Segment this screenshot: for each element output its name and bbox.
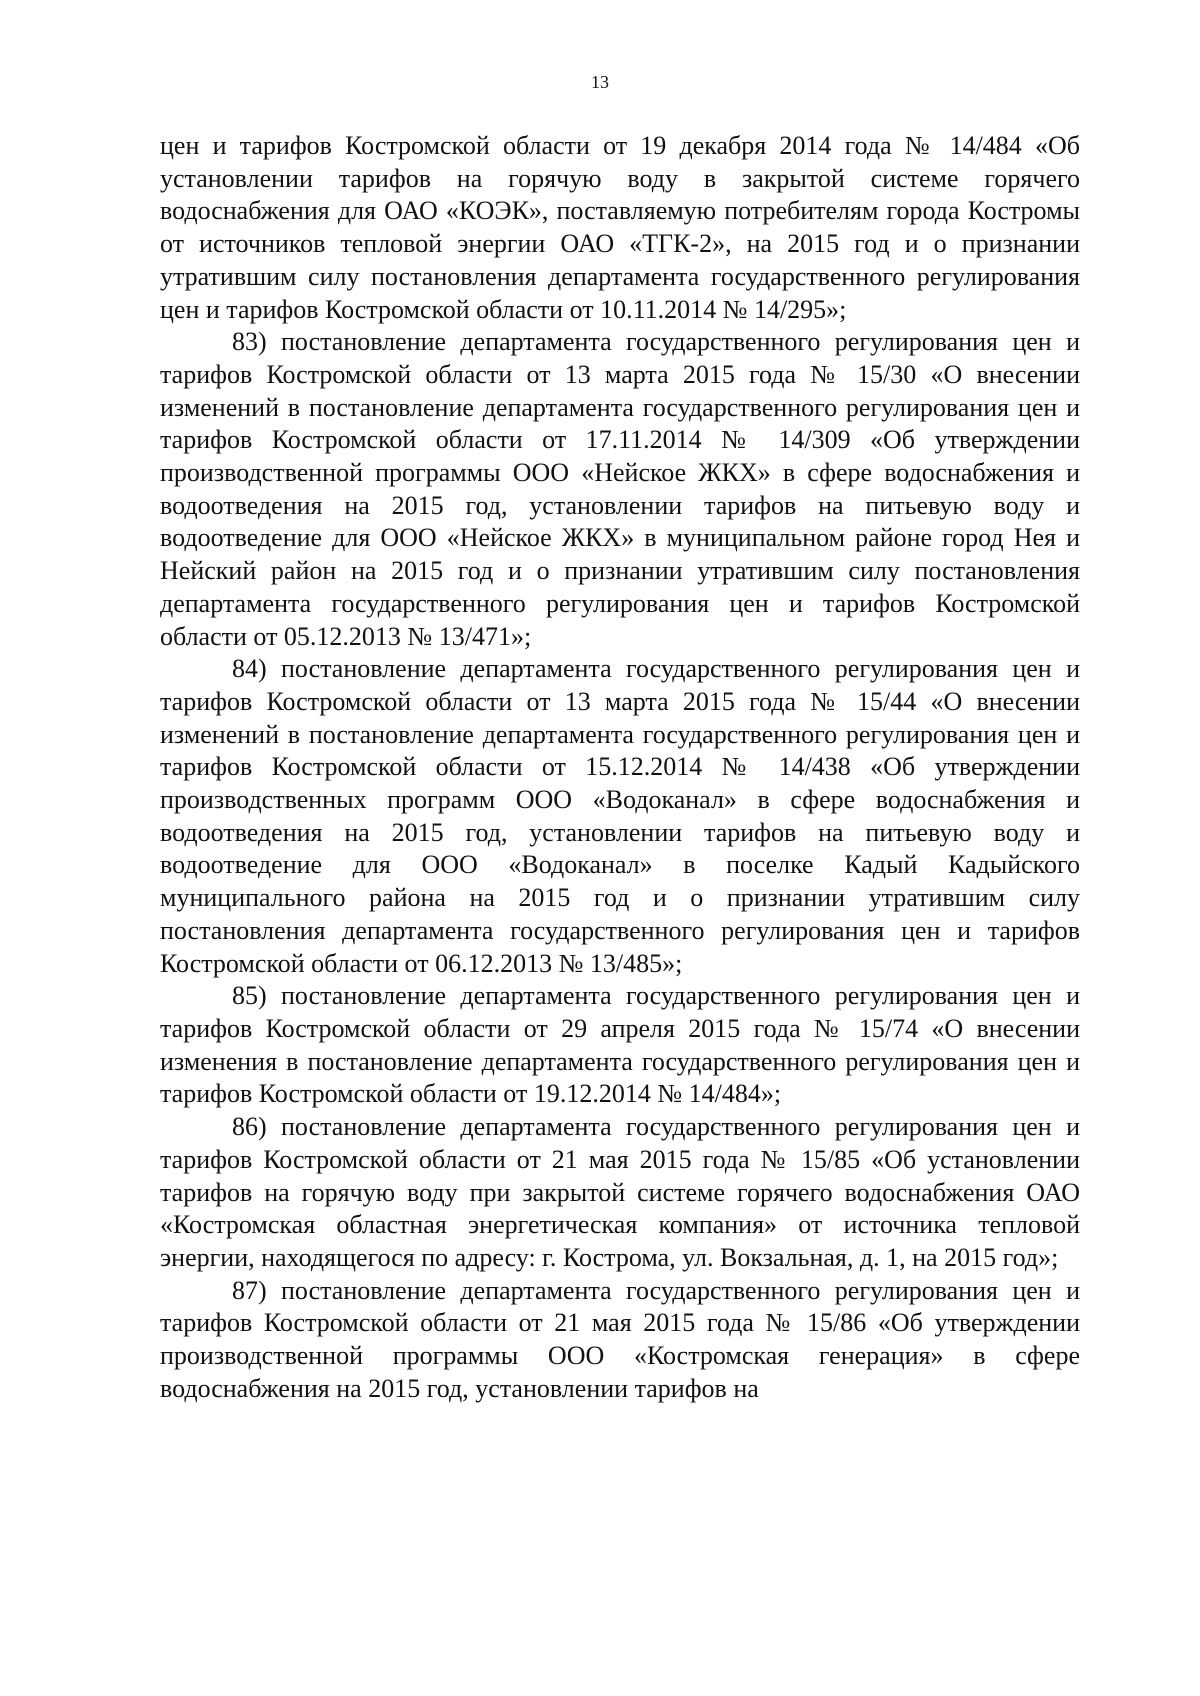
paragraph-item-85: 85) постановление департамента государственного регулирования цен и тарифов Костромской области от 29 апреля 2015 года № 15/74 «О внесении изменения в постановление департамента государственного регулирования цен и тарифов Костромской области от 19.12.2014 № 14/484»; xyxy=(160,981,1080,1109)
paragraph-item-83: 83) постановление департамента государственного регулирования цен и тарифов Костромской области от 13 марта 2015 года № 15/30 «О внесении изменений в постановление департамента государственного регулирования цен и тарифов Костромской области от 17.11.2014 № 14/309 «Об утверждении производственной программы ООО «Нейское ЖКХ» в сфере водоснабжения и водоотведения на 2015 год, установлении тарифов на питьевую воду и водоотведение для ООО «Нейское ЖКХ» в муниципальном районе город Нея и Нейский район на 2015 год и о признании утратившим силу постановления департамента государственного регулирования цен и тарифов Костромской области от 05.12.2013 № 13/471»; xyxy=(160,327,1080,651)
paragraph-item-84: 84) постановление департамента государственного регулирования цен и тарифов Костромской области от 13 марта 2015 года № 15/44 «О внесении изменений в постановление департамента государственного регулирования цен и тарифов Костромской области от 15.12.2014 № 14/438 «Об утверждении производственных программ ООО «Водоканал» в сфере водоснабжения и водоотведения на 2015 год, установлении тарифов на питьевую воду и водоотведение для ООО «Водоканал» в поселке Кадый Кадыйского муниципального района на 2015 год и о признании утратившим силу постановления департамента государственного регулирования цен и тарифов Костромской области от 06.12.2013 № 13/485»; xyxy=(160,654,1080,978)
paragraph-continuation: цен и тарифов Костромской области от 19 декабря 2014 года № 14/484 «Об установлении тарифов на горячую воду в закрытой системе горячего водоснабжения для ОАО «КОЭК», поставляемую потребителям города Костромы от источников тепловой энергии ОАО «ТГК-2», на 2015 год и о признании утратившим силу постановления департамента государственного регулирования цен и тарифов Костромской области от 10.11.2014 № 14/295»; xyxy=(160,131,1080,324)
page-number: 13 xyxy=(591,72,609,92)
paragraph-item-86: 86) постановление департамента государственного регулирования цен и тарифов Костромской области от 21 мая 2015 года № 15/85 «Об установлении тарифов на горячую воду при закрытой системе горячего водоснабжения ОАО «Костромская областная энергетическая компания» от источника тепловой энергии, находящегося по адресу: г. Кострома, ул. Вокзальная, д. 1, на 2015 год»; xyxy=(160,1112,1080,1272)
paragraph-item-87: 87) постановление департамента государственного регулирования цен и тарифов Костромской области от 21 мая 2015 года № 15/86 «Об утверждении производственной программы ООО «Костромская генерация» в сфере водоснабжения на 2015 год, установлении тарифов на xyxy=(160,1275,1080,1403)
document-body xyxy=(160,130,1080,1405)
